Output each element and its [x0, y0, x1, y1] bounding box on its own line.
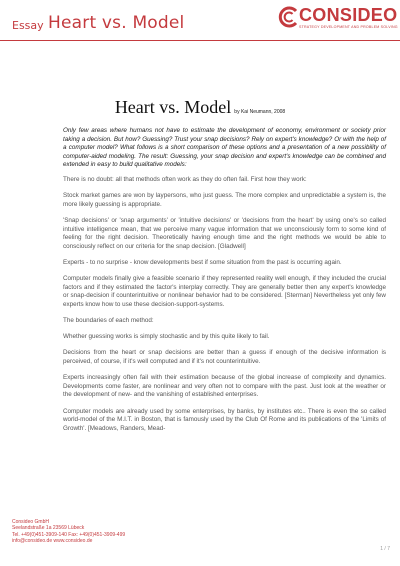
- footer-contact: [12, 519, 125, 545]
- paragraph: Computer models finally give a feasible scenario if they represented reality well enough, if they included the crucial factors and if they estimated the factor's interplay correctly. They are generally better then any expert's knowledge or snap-decision if counterintuitive or nonlinear behavior had to be considered. [Sterman] Nevertheless yet only few experts know how to use these decision-support-systems.: [63, 275, 386, 308]
- consideo-logo: [277, 3, 397, 37]
- paragraph: 'Snap decisions' or 'snap arguments' or 'intuitive decisions' or 'decisions from the heart' by using one's so called intuitive intelligence mean, that we perceive many vague information that we unconsciously form to some kind of feeling for the right decision. Theoretically having enough time and the right methods we would be able to consciously reflect on our criteria for the snap decision. [Gladwell]: [63, 216, 386, 250]
- paragraph: The boundaries of each method:: [63, 317, 154, 325]
- footer-web[interactable]: info@consideo.de www.consideo.de: [12, 538, 93, 545]
- paragraph: Experts increasingly often fail with their estimation because of the global increase of complexity and dynamics. Developments come faster, are nonlinear and very often not to compare with the past. Just look at the weather or the development of new- and the vanishing of established enterprises.: [63, 374, 386, 399]
- document-title: Heart vs. Model: [114, 97, 232, 117]
- paragraph: There is no doubt: all that methods often work as they do often fail. First how they work:: [63, 175, 307, 183]
- footer-address: Seelandstraße 1a 23569 Lübeck: [12, 525, 85, 532]
- paragraph: Experts - to no surprise - know developments best if some situation from the past is occurring again.: [63, 258, 342, 266]
- abstract: Only few areas where humans not have to estimate the development of economy, environment or society prior taking a decision. But how? Guessing? Trust your snap decisions? Rely on expert's knowledge? Or with the help of a computer model? What follows is a short comparison of these options and a presentation of a new possibility of computer-aided modeling. The result: Guessing, your snap decision and expert's knowledge can be combined and extended in easy to build qualitative models:: [63, 127, 386, 169]
- document-title-row: [0, 97, 400, 118]
- byline: by Kai Neumann, 2008: [234, 109, 286, 115]
- paragraph: Stock market games are won by laypersons, who just guess. The more complex and unpredictable a system is, the more likely guessing is appropriate.: [63, 192, 386, 208]
- paragraph: Whether guessing works is simply stochastic and by this quite likely to fail.: [63, 333, 270, 341]
- footer-phone: Tel. +49(0)451-3909-140 Fax: +49(0)451-3909-499: [12, 531, 126, 538]
- logo-tagline: STRATEGY DEVELOPMENT AND PROBLEM SOLVING: [299, 25, 398, 29]
- header-divider: [0, 40, 400, 41]
- page-number: 1 / 7: [380, 546, 390, 552]
- paragraph: Decisions from the heart or snap decisions are better than a guess if enough of the decisive information is perceived, of course, if it's well computed and if it's not counterintuitive.: [63, 349, 386, 366]
- header-title: Heart vs. Model: [48, 13, 185, 33]
- logo-wordmark: CONSIDEO: [299, 5, 398, 25]
- footer-company: Consideo GmbH: [12, 519, 49, 525]
- document-body: [63, 127, 386, 441]
- section-label: Essay: [12, 19, 44, 32]
- paragraph: Computer models are already used by some enterprises, by banks, by institutes etc.. There is even the so called world-model of the M.I.T. in Boston, that is famously used by the Club Of Rome and its publications of the 'Limits of Growth'. [Meadows, Randers, Mead-: [63, 407, 386, 432]
- consideo-arc-logo-icon: [277, 6, 299, 28]
